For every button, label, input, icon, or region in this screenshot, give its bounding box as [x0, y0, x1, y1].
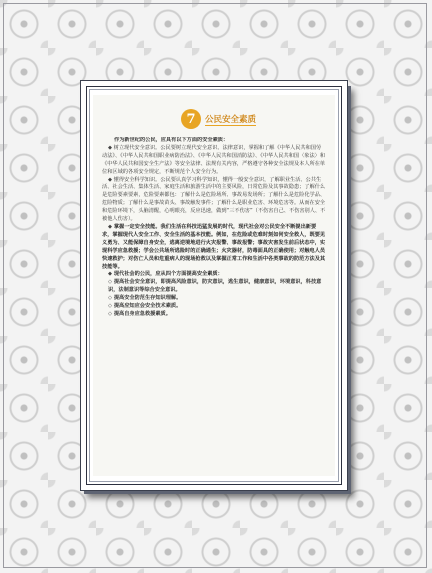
intro-line: 作为新世纪的公民，应具有以下方面的安全素质： — [114, 137, 229, 143]
diamond-bullet-icon: ◆ — [108, 271, 112, 278]
sub-item — [102, 295, 326, 303]
sub-item — [102, 311, 326, 319]
sub-item-text: 提高安全防范生存知识理解。 — [113, 295, 182, 302]
sub-item-text: 提高应知应会安全技术素质。 — [113, 303, 182, 310]
paragraph-text: 树立现代安全意识。公民要树立现代安全意识、法律意识，掌握和了解《中华人民共和国劳动法》、《中华人民共和国职业病防治法》、《中华人民共和国消防法》、《中华人民共和国〈象法〉和《中华人民共和国安全生产法》等安全法律、法规有关内容，严格遵守各种安全法规及本人所在单位和区域的各项安全规定，不断规范个人安全行为。 — [102, 144, 326, 175]
paragraph-text: 掌握一定安全技能。我们生活在科技迅猛发展的时代，现代社会对公民安全不断提出新要求，掌握现代人安全工作、安全生活的基本技能。例如，在危险或危难时刻如何安全救人，既要见义勇为、又能保障自身安全，逃离逆境地进行火灾报警、事故报警；事故灾害发生前后状态中，实现科学应急救援；学会公共场所逃险时的正确通生；火灾器材，防毒面具的正确使用；对触电人员快速救护；对伤亡人员和危重病人的现场抢救以及掌握正常工作和生活中各类事故的防范方法及其技能等。 — [102, 223, 326, 270]
hollow-diamond-icon: ◇ — [108, 303, 112, 310]
hollow-diamond-icon: ◇ — [108, 279, 112, 286]
sub-item — [102, 303, 326, 311]
paragraph-safety-knowledge — [102, 177, 326, 224]
hollow-diamond-icon: ◇ — [108, 310, 112, 317]
sub-item — [102, 279, 326, 295]
paragraph-text: 懂得安全科学知识。公民要认真学习科学知识，懂得一般安全意识，了解职业生活、公共生活、社会生活、集体生活、家庭生活和旅游生活中的主要风险，日常危险及其事故隐患；了解什么是危险要素要素，危险要素都包：了解什么是危险场所、事故易发场所；了解什么是危险化学品、危险物质；了解什么是事故苗头、事故触发事件；了解什么是职业危害、环境危害等。从而在安全和危险环境下，头脑清醒，心明眼亮，反应迅速，做到“三不伤害”（不伤害自己、不伤害别人、不被他人伤害）。 — [102, 176, 326, 223]
hollow-diamond-icon: ◇ — [108, 295, 112, 302]
photo-frame — [80, 80, 348, 491]
diamond-bullet-icon: ◆ — [108, 144, 112, 151]
paragraph-text: 现代社会的公民，应从四个方面提高安全素质： — [113, 271, 223, 278]
document-page — [93, 95, 335, 476]
chapter-number: 7 — [181, 109, 201, 129]
sub-item-text: 提高社会安全意识，即提高风险意识，防灾意识，逃生意识，健康意识，环境意识，科技意识，法制意识等综合安全意识。 — [108, 279, 322, 294]
chapter-heading — [181, 109, 256, 129]
frame-inner-border — [86, 86, 342, 485]
diamond-bullet-icon: ◆ — [108, 176, 112, 183]
paragraph-safety-awareness — [102, 145, 326, 177]
diamond-bullet-icon: ◆ — [108, 223, 112, 230]
document-body — [102, 137, 326, 472]
sub-item-text: 提高自身应急救援素质。 — [113, 310, 171, 317]
chapter-title: 公民安全素质 — [205, 114, 257, 125]
paragraph-safety-skills — [102, 224, 326, 271]
